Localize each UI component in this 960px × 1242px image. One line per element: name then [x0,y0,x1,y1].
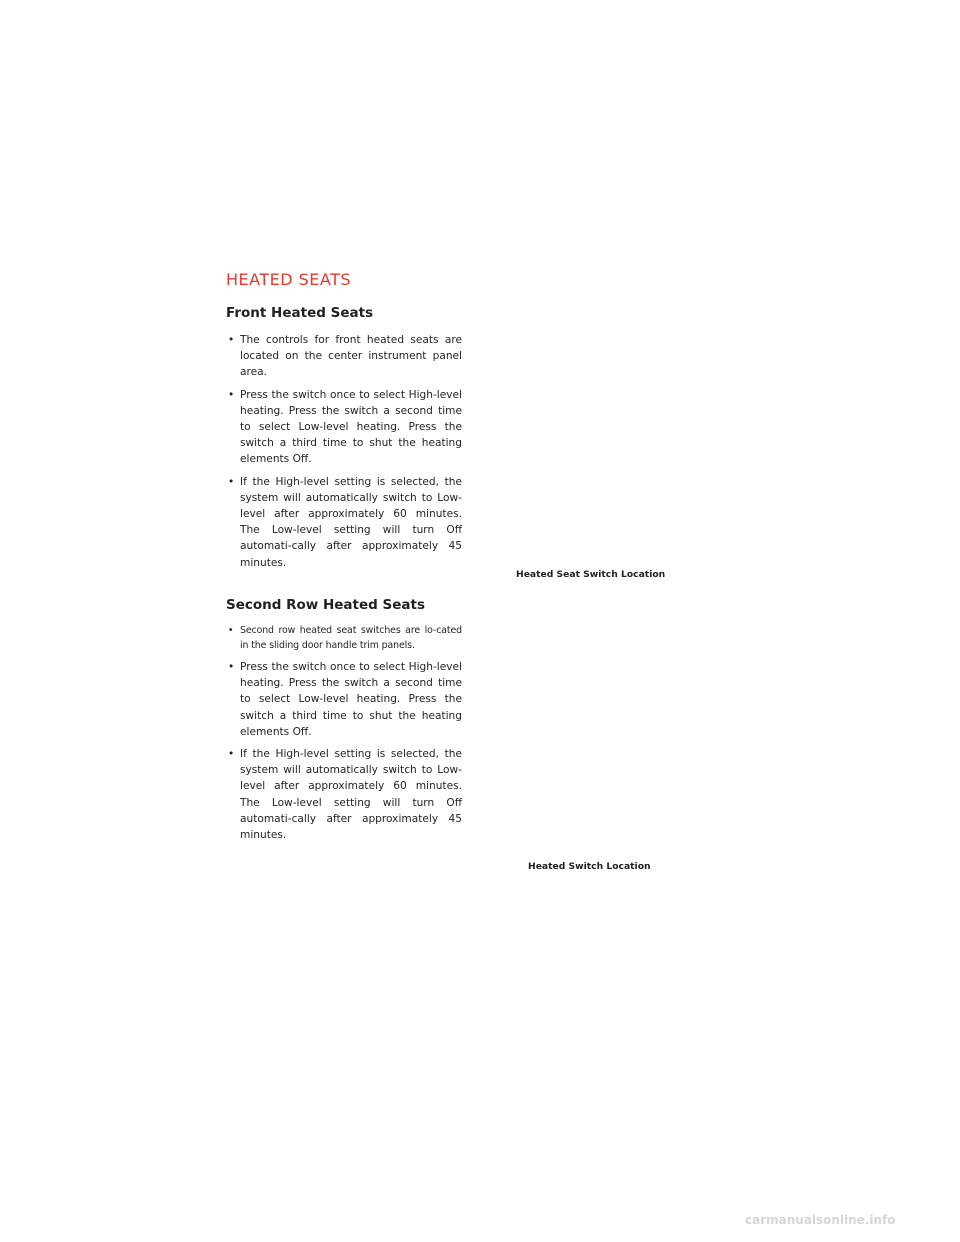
list-item: • If the High-level setting is selected, the system will automatically switch to Low-level after approximately 60 minutes. The Low-level setting will turn Off automati-cally after approximately 45 minutes. [228,475,462,569]
bullet-icon: • [228,661,235,673]
list-item: • If the High-level setting is selected, the system will automatically switch to Low-level after approximately 60 minutes. The Low-level setting will turn Off automati-cally after approximately 45 minutes. [228,748,462,842]
front-heated-seats-list [226,332,462,577]
bullet-icon: • [228,625,234,636]
list-item: • Press the switch once to select High-level heating. Press the switch a second time to select Low-level heating. Press the switch a third time to shut the heating elements Off. [228,388,462,466]
bullet-icon: • [228,748,235,761]
bullet-icon: • [228,475,235,488]
front-heated-seats-heading: Front Heated Seats [226,305,374,321]
heated-seat-switch-caption: Heated Seat Switch Location [516,569,666,580]
second-row-heated-seats-heading: Second Row Heated Seats [226,597,425,613]
bullet-icon: • [228,334,235,346]
bullet-icon: • [228,388,235,401]
second-row-heated-seats-list [226,623,462,849]
heated-switch-caption: Heated Switch Location [528,861,651,872]
watermark-logo: carmanualsonline.info [745,1213,896,1227]
list-item: • The controls for front heated seats are located on the center instrument panel area. [228,334,462,379]
list-item: • Press the switch once to select High-level heating. Press the switch a second time to select Low-level heating. Press the switch a third time to shut the heating elements Off. [228,661,462,738]
list-item: • Second row heated seat switches are lo-cated in the sliding door handle trim panels. [228,625,462,651]
section-title: HEATED SEATS [226,270,352,289]
